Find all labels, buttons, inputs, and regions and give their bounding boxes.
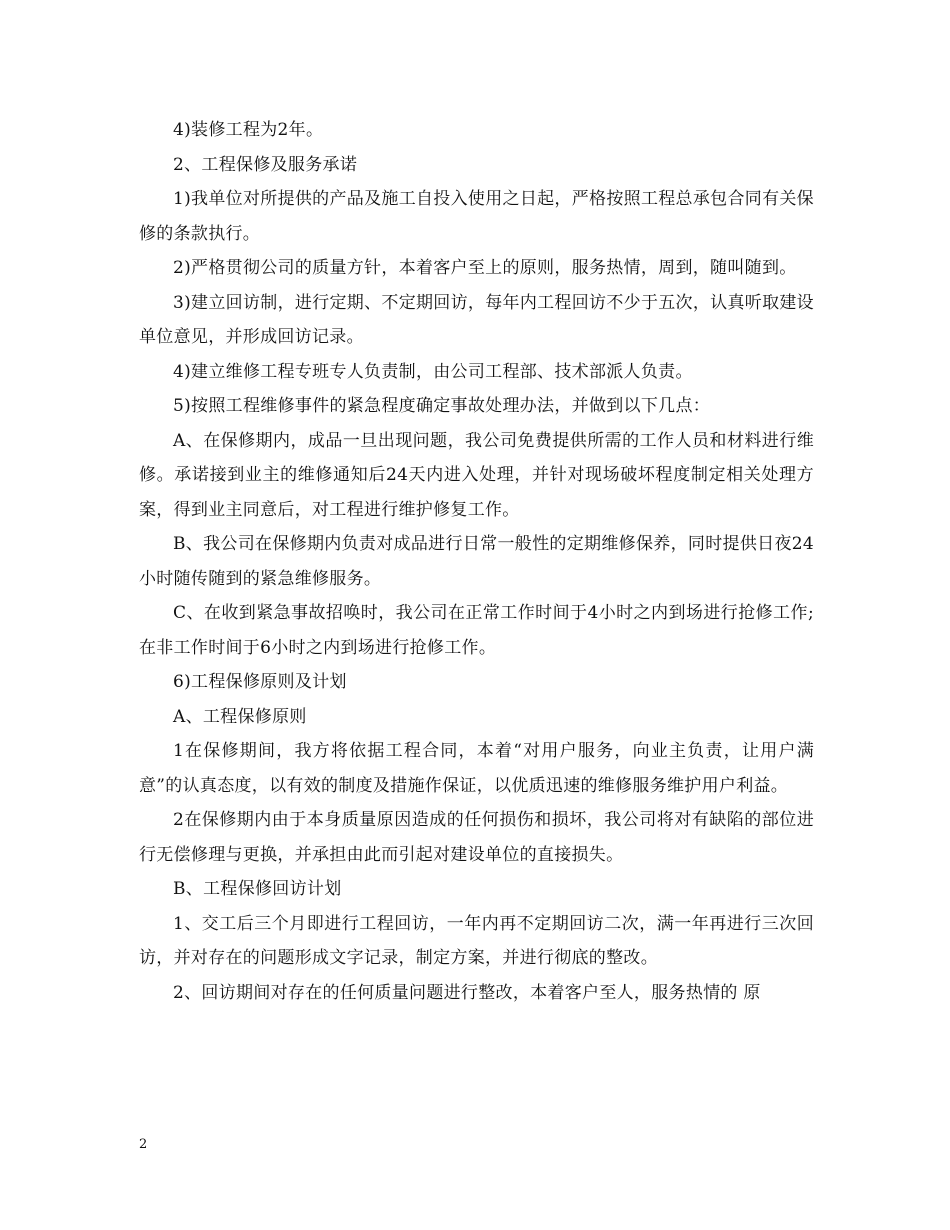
paragraph: 3)建立回访制，进行定期、不定期回访，每年内工程回访不少于五次，认真听取建设单位意见，并形成回访记录。 (139, 292, 814, 347)
paragraph: 1在保修期间，我方将依据工程合同，本着“对用户服务，向业主负责，让用户满意”的认真态度，以有效的制度及措施作保证，以优质迅速的维修服务维护用户利益。 (139, 741, 814, 796)
page-number: 2 (139, 1137, 148, 1152)
paragraph: 2)严格贯彻公司的质量方针，本着客户至上的原则，服务热情，周到，随叫随到。 (173, 258, 797, 278)
paragraph: 1、交工后三个月即进行工程回访，一年内再不定期回访二次，满一年再进行三次回访，并对存在的问题形成文字记录，制定方案，并进行彻底的整改。 (139, 913, 814, 968)
section-heading: 2、工程保修及服务承诺 (173, 154, 358, 175)
paragraph: 1)我单位对所提供的产品及施工自投入使用之日起，严格按照工程总承包合同有关保修的条款执行。 (139, 189, 814, 244)
document-body (139, 113, 814, 1010)
paragraph: A、在保修期内，成品一旦出现问题，我公司免费提供所需的工作人员和材料进行维修。承诺接到业主的维修通知后24天内进入处理，并针对现场破坏程度制定相关处理方案，得到业主同意后，对工程进行维护修复工作。 (139, 430, 814, 520)
paragraph: 2在保修期内由于本身质量原因造成的任何损伤和损坏，我公司将对有缺陷的部位进行无偿修理与更换，并承担由此而引起对建设单位的直接损失。 (139, 810, 814, 865)
paragraph: 4)装修工程为2年。 (173, 120, 324, 140)
paragraph: C、在收到紧急事故招唤时，我公司在正常工作时间于4小时之内到场进行抢修工作;在非工作时间于6小时之内到场进行抢修工作。 (139, 603, 814, 658)
paragraph: B、我公司在保修期内负责对成品进行日常一般性的定期维修保养，同时提供日夜24小时随传随到的紧急维修服务。 (139, 534, 814, 589)
paragraph: 5)按照工程维修事件的紧急程度确定事故处理办法，并做到以下几点： (173, 396, 711, 416)
section-heading: A、工程保修原则 (173, 706, 307, 727)
paragraph: 4)建立维修工程专班专人负责制，由公司工程部、技术部派人负责。 (173, 361, 693, 382)
paragraph: 2、回访期间对存在的任何质量问题进行整改，本着客户至人，服务热情的 原 (173, 982, 761, 1003)
section-heading: 6)工程保修原则及计划 (173, 672, 347, 692)
section-heading: B、工程保修回访计划 (173, 879, 342, 899)
